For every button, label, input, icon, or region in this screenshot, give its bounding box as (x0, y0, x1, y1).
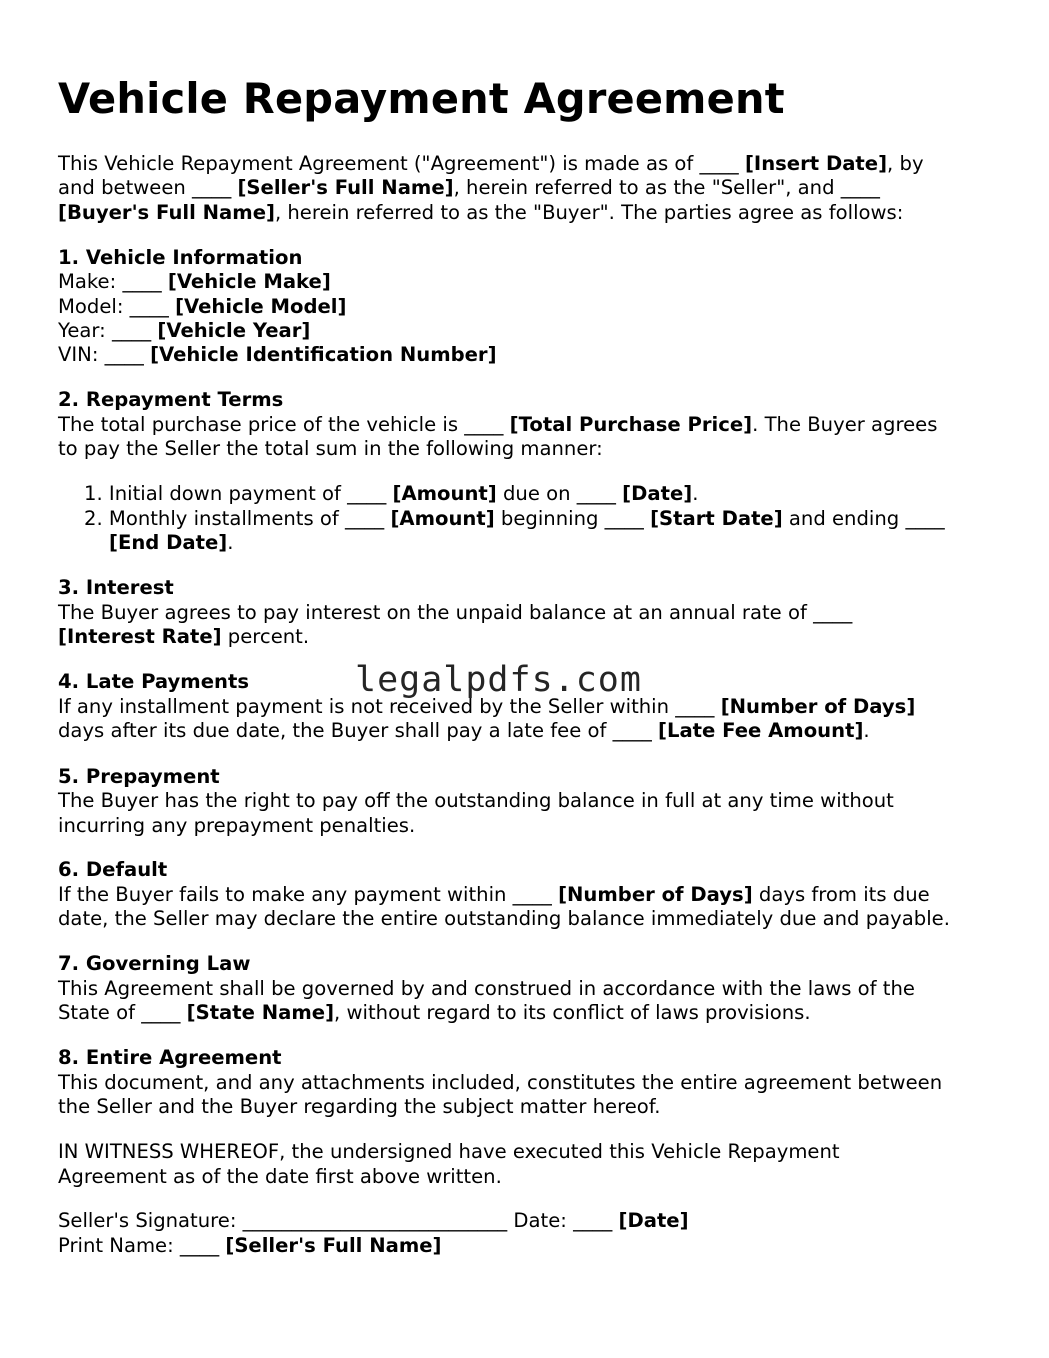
body-text: and ending ____ (782, 507, 945, 530)
field-placeholder: [Interest Rate] (58, 625, 222, 648)
body-text: . (692, 482, 699, 505)
section-7-heading (58, 952, 250, 977)
default-line-1 (58, 883, 930, 908)
section-4-heading (58, 670, 249, 695)
body-text: The total purchase price of the vehicle is ____ (58, 413, 510, 436)
field-placeholder: [End Date] (109, 531, 228, 554)
field-placeholder: [Vehicle Identification Number] (150, 343, 497, 366)
heading-text: 8. Entire Agreement (58, 1046, 282, 1069)
body-text: If the Buyer fails to make any payment within ____ (58, 883, 559, 906)
prepayment-line-1: The Buyer has the right to pay off the outstanding balance in full at any time without (58, 789, 894, 812)
section-3-heading (58, 576, 174, 601)
field-placeholder: [Amount] (390, 507, 495, 530)
field-label: Year: ____ (58, 319, 158, 342)
field-placeholder: [Late Fee Amount] (658, 719, 864, 742)
intro-text: This Vehicle Repayment Agreement ("Agreement") is made as of ____ (58, 152, 745, 175)
law-line-1: This Agreement shall be governed by and construed in accordance with the laws of the (58, 977, 915, 1000)
body-text: . (863, 719, 870, 742)
intro-text: , herein referred to as the "Seller", and ____ (453, 176, 880, 199)
list-item-continuation (109, 531, 233, 556)
law-line-2 (58, 1001, 811, 1026)
document-title: Vehicle Repayment Agreement (58, 74, 785, 123)
interest-line-1: The Buyer agrees to pay interest on the unpaid balance at an annual rate of ____ (58, 601, 853, 624)
body-text: 2. Monthly installments of ____ (84, 507, 391, 530)
insert-date-placeholder: [Insert Date] (744, 152, 888, 175)
field-placeholder: [State Name] (186, 1001, 335, 1024)
body-text: , without regard to its conflict of laws provisions. (334, 1001, 811, 1024)
intro-line-3 (58, 201, 903, 226)
buyer-name-placeholder: [Buyer's Full Name] (58, 201, 275, 224)
field-placeholder: [Number of Days] (720, 695, 916, 718)
entire-line-2: the Seller and the Buyer regarding the subject matter hereof. (58, 1095, 661, 1118)
section-5-heading (58, 765, 220, 790)
heading-text: 7. Governing Law (58, 952, 251, 975)
field-label: Make: ____ (58, 270, 168, 293)
heading-text: 3. Interest (58, 576, 174, 599)
default-line-2: date, the Seller may declare the entire outstanding balance immediately due and payable. (58, 907, 950, 930)
section-1-heading (58, 246, 302, 271)
field-placeholder: [Date] (622, 482, 693, 505)
section-6-heading (58, 858, 167, 883)
body-text: State of ____ (58, 1001, 187, 1024)
body-text: . (227, 531, 234, 554)
signature-label: Seller's Signature: ___________________________ Date: ____ (58, 1209, 619, 1232)
body-text: days from its due (752, 883, 930, 906)
vehicle-model-line (58, 295, 346, 320)
field-placeholder: [Start Date] (650, 507, 783, 530)
field-label: VIN: ____ (58, 343, 151, 366)
witness-line-1: IN WITNESS WHEREOF, the undersigned have executed this Vehicle Repayment (58, 1140, 840, 1163)
vehicle-year-line (58, 319, 310, 344)
section-8-heading (58, 1046, 282, 1071)
body-text: 1. Initial down payment of ____ (84, 482, 393, 505)
heading-text: 2. Repayment Terms (58, 388, 284, 411)
intro-text: and between ____ (58, 176, 238, 199)
section-2-heading (58, 388, 283, 413)
heading-text: 1. Vehicle Information (58, 246, 303, 269)
prepayment-line-2: incurring any prepayment penalties. (58, 814, 416, 837)
field-placeholder: [Date] (618, 1209, 689, 1232)
field-placeholder: [Vehicle Year] (157, 319, 311, 342)
body-text: . The Buyer agrees (752, 413, 938, 436)
intro-text: , herein referred to as the "Buyer". The parties agree as follows: (274, 201, 904, 224)
interest-line-2 (58, 625, 309, 650)
intro-line-2 (58, 176, 880, 201)
field-placeholder: [Seller's Full Name] (225, 1234, 442, 1257)
witness-line-2: Agreement as of the date first above written. (58, 1165, 502, 1188)
repayment-line-2: to pay the Seller the total sum in the following manner: (58, 437, 603, 460)
field-placeholder: [Vehicle Model] (175, 295, 347, 318)
vehicle-make-line (58, 270, 331, 295)
signature-line (58, 1209, 689, 1234)
entire-line-1: This document, and any attachments included, constitutes the entire agreement between (58, 1071, 943, 1094)
field-placeholder: [Vehicle Make] (167, 270, 331, 293)
body-text: percent. (221, 625, 310, 648)
vehicle-vin-line (58, 343, 497, 368)
intro-line-1 (58, 152, 924, 177)
field-placeholder: [Total Purchase Price] (509, 413, 753, 436)
body-text: If any installment payment is not received by the Seller within ____ (58, 695, 721, 718)
watermark: legalpdfs.com (355, 660, 642, 700)
list-item (84, 507, 945, 532)
seller-name-placeholder: [Seller's Full Name] (237, 176, 454, 199)
body-text: days after its due date, the Buyer shall pay a late fee of ____ (58, 719, 659, 742)
field-label: Model: ____ (58, 295, 176, 318)
print-name-label: Print Name: ____ (58, 1234, 226, 1257)
list-item (84, 482, 698, 507)
intro-text: , by (887, 152, 924, 175)
repayment-line-1 (58, 413, 937, 438)
field-placeholder: [Number of Days] (558, 883, 753, 906)
heading-text: 5. Prepayment (58, 765, 220, 788)
body-text: due on ____ (496, 482, 623, 505)
heading-text: 4. Late Payments (58, 670, 249, 693)
late-line-2 (58, 719, 870, 744)
print-name-line (58, 1234, 441, 1259)
heading-text: 6. Default (58, 858, 168, 881)
field-placeholder: [Amount] (392, 482, 497, 505)
body-text: beginning ____ (494, 507, 651, 530)
